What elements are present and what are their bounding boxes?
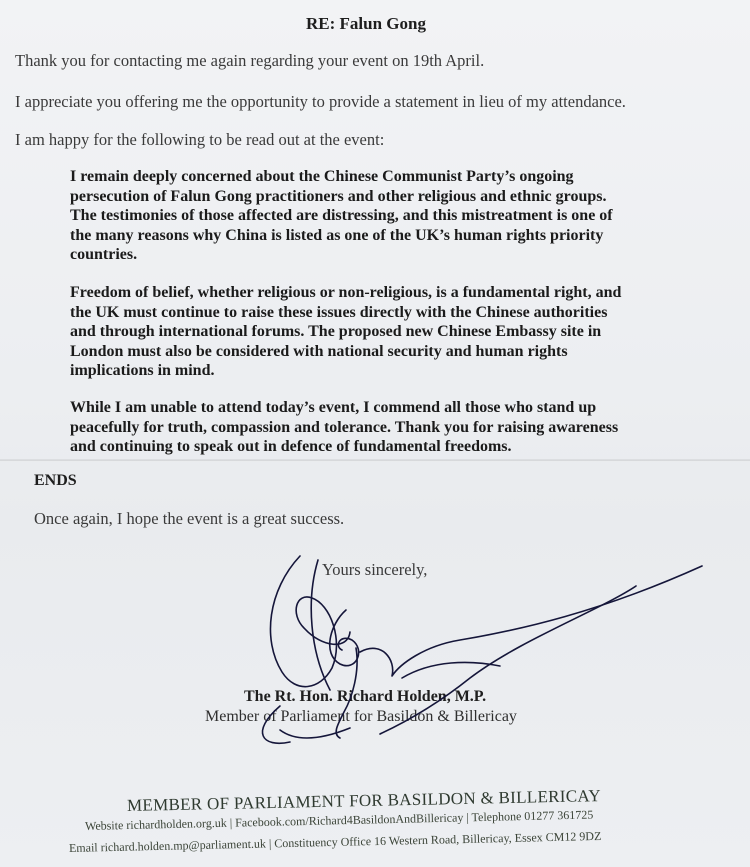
statement-line: Freedom of belief, whether religious or non-religious, is a fundamental right, and [70,284,622,301]
intro-paragraph-2: I appreciate you offering me the opportunity to provide a statement in lieu of my attendance. [15,92,626,111]
statement-line: I remain deeply concerned about the Chinese Communist Party’s ongoing [70,168,574,185]
statement-paragraph-3 [70,398,618,457]
statement-line: the many reasons why China is listed as one of the UK’s human rights priority [70,226,604,244]
statement-paragraph-2 [70,283,621,381]
statement-line: countries. [70,246,138,263]
statement-line: persecution of Falun Gong practitioners and other religious and ethnic groups. [70,187,607,205]
sign-off: Yours sincerely, [322,560,428,579]
letter-subject: RE: Falun Gong [306,14,426,33]
signatory-role: Member of Parliament for Basildon & Billericay [205,708,517,725]
statement-line: The testimonies of those affected are distressing, and this mistreatment is one of [70,207,613,224]
paper-fold-crease [0,459,750,462]
statement-paragraph-1 [70,167,613,265]
statement-line: peacefully for truth, compassion and tolerance. Thank you for raising awareness [70,418,619,436]
closing-line: Once again, I hope the event is a great success. [34,509,345,528]
statement-line: implications in mind. [70,362,215,379]
footer-title: MEMBER OF PARLIAMENT FOR BASILDON & BILLERICAY [126,786,602,815]
statement-line: While I am unable to attend today’s event, I commend all those who stand up [70,399,597,416]
statement-line: and continuing to speak out in defence of fundamental freedoms. [70,438,512,455]
intro-paragraph-1: Thank you for contacting me again regarding your event on 19th April. [15,51,485,70]
footer-contact-email: Email richard.holden.mp@parliament.uk | Constituency Office 16 Western Road, Billericay, Essex CM12 9DZ [68,828,602,855]
footer-contact-web: Website richardholden.org.uk | Facebook.com/Richard4BasildonAndBillericay | Telephone 01277 361725 [84,807,594,833]
signatory-name: The Rt. Hon. Richard Holden, M.P. [244,688,487,705]
statement-line: the UK must continue to raise these issues directly with the Chinese authorities [70,303,608,321]
ends-marker: ENDS [34,472,77,489]
statement-line: London must also be considered with national security and human rights [70,342,568,360]
intro-paragraph-3: I am happy for the following to be read out at the event: [15,130,385,149]
statement-line: and through international forums. The proposed new Chinese Embassy site in [70,323,602,340]
